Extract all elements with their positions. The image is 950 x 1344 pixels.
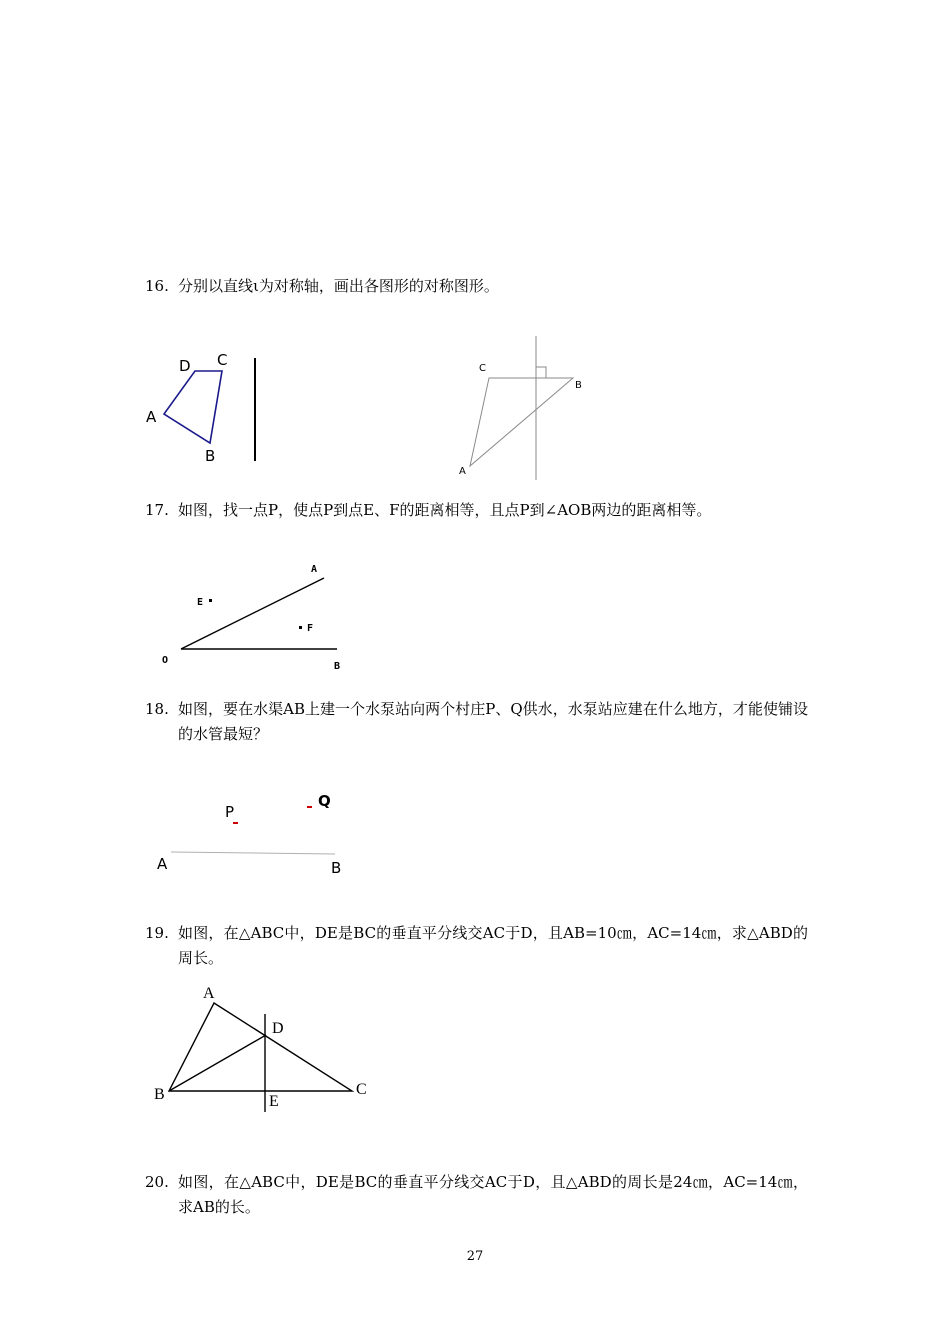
figure-17 xyxy=(162,564,340,672)
triangle-abc xyxy=(470,378,573,466)
label-a: A xyxy=(146,408,157,426)
label-b: B xyxy=(575,380,582,391)
label-b: B xyxy=(331,859,342,877)
right-angle-mark xyxy=(536,367,546,378)
question-text: 如图，要在水渠AB上建一个水泵站向两个村庄P、Q供水，水泵站应建在什么地方，才能使铺设的水管最短？ xyxy=(178,700,808,743)
quadrilateral-abcd xyxy=(164,371,222,443)
label-o: O xyxy=(162,655,169,666)
question-text: 如图，在△ABC中，DE是BC的垂直平分线交AC于D，且△ABD的周长是24㎝，AC=14㎝，求AB的长。 xyxy=(178,1173,808,1216)
label-c: C xyxy=(217,351,228,369)
label-a: A xyxy=(459,466,466,477)
question-text: 分别以直线ι为对称轴，画出各图形的对称图形。 xyxy=(178,277,499,295)
label-d: D xyxy=(272,1020,284,1037)
label-q: Q xyxy=(318,792,331,810)
label-f: F xyxy=(307,623,314,634)
label-d: D xyxy=(179,357,191,375)
point-q-marker xyxy=(307,806,312,808)
ray-oa xyxy=(181,578,324,649)
label-c: C xyxy=(479,363,486,374)
label-a: A xyxy=(203,985,215,1002)
label-a: A xyxy=(311,564,318,575)
figure-16-right xyxy=(459,336,582,480)
label-p: P xyxy=(225,803,235,821)
page-number: 27 xyxy=(466,1249,484,1264)
label-a: A xyxy=(157,855,168,873)
canal-ab xyxy=(171,852,335,854)
question-text: 如图，在△ABC中，DE是BC的垂直平分线交AC于D，且AB=10㎝，AC=14㎝，求△ABD的周长。 xyxy=(178,924,808,967)
label-e: E xyxy=(269,1093,279,1110)
point-p-marker xyxy=(233,822,238,824)
label-c: C xyxy=(356,1081,367,1098)
question-number: 20. xyxy=(145,1173,169,1191)
question-number: 18. xyxy=(145,700,169,718)
question-number: 19. xyxy=(145,924,169,942)
label-b: B xyxy=(334,661,341,672)
question-number: 16. xyxy=(145,277,169,295)
question-number: 17. xyxy=(145,501,169,519)
label-e: E xyxy=(197,597,204,608)
question-text: 如图，找一点P，使点P到点E、F的距离相等，且点P到∠AOB两边的距离相等。 xyxy=(178,501,712,519)
triangle-abc xyxy=(169,1003,352,1091)
figure-18 xyxy=(157,792,341,877)
label-b: B xyxy=(154,1086,165,1103)
point-e-marker xyxy=(209,599,212,602)
figure-16-left xyxy=(146,351,255,465)
point-f-marker xyxy=(299,626,302,629)
figure-19 xyxy=(154,985,367,1112)
label-b: B xyxy=(205,447,216,465)
